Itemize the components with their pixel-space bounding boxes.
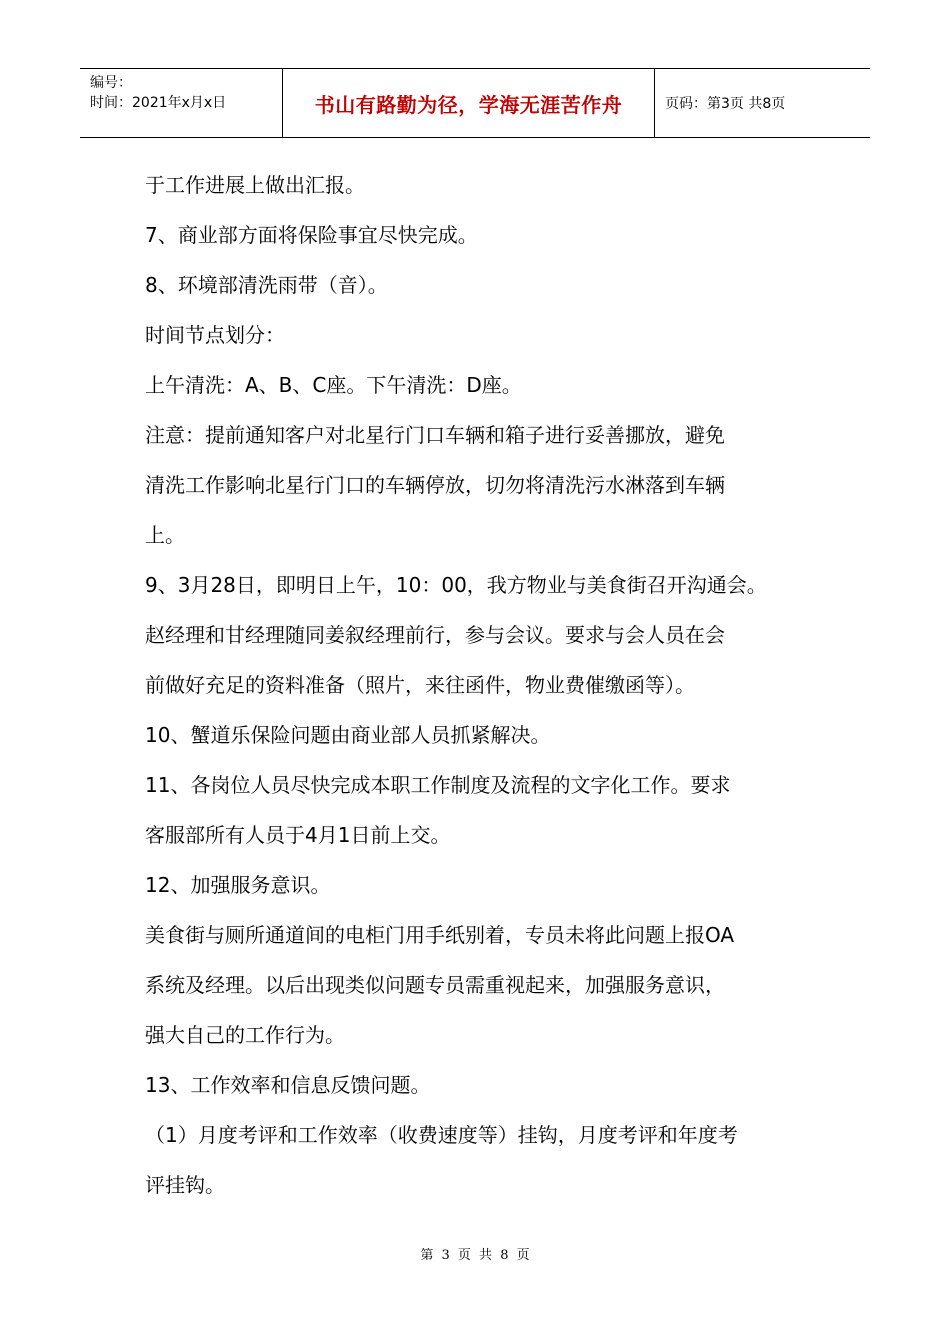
- document-header: [80, 68, 870, 138]
- body-line: 客服部所有人员于4月1日前上交。: [145, 823, 451, 847]
- body-line: 清洗工作影响北星行门口的车辆停放，切勿将清洗污水淋落到车辆: [145, 473, 725, 497]
- body-line: 10、蟹道乐保险问题由商业部人员抓紧解决。: [145, 723, 551, 747]
- body-line: 11、各岗位人员尽快完成本职工作制度及流程的文字化工作。要求: [145, 773, 731, 797]
- body-line: 赵经理和甘经理随同姜叙经理前行，参与会议。要求与会人员在会: [145, 623, 725, 647]
- page-footer: 第 3 页 共 8 页: [420, 1248, 530, 1263]
- time-label: 时间：2021年x月x日: [90, 95, 227, 111]
- body-line: 上午清洗：A、B、C座。下午清洗：D座。: [145, 373, 522, 397]
- body-line: 评挂钩。: [145, 1173, 225, 1197]
- header-page-info: 页码：第3页 共8页: [665, 96, 786, 112]
- body-line: 12、加强服务意识。: [145, 873, 331, 897]
- body-line: 7、商业部方面将保险事宜尽快完成。: [145, 223, 478, 247]
- document-body: [145, 160, 825, 1210]
- header-motto: 书山有路勤为径，学海无涯苦作舟: [283, 69, 655, 137]
- body-line: 系统及经理。以后出现类似问题专员需重视起来，加强服务意识，: [145, 973, 725, 997]
- body-line: 9、3月28日，即明日上午，10：00，我方物业与美食街召开沟通会。: [145, 573, 767, 597]
- body-line: 前做好充足的资料准备（照片，来往函件，物业费催缴函等）。: [145, 673, 695, 697]
- body-line: 8、环境部清洗雨带（音）。: [145, 273, 388, 297]
- header-meta: [80, 69, 283, 137]
- body-line: 上。: [145, 523, 185, 547]
- body-line: 强大自己的工作行为。: [145, 1023, 345, 1047]
- body-line: （1）月度考评和工作效率（收费速度等）挂钩，月度考评和年度考: [145, 1123, 738, 1147]
- number-label: 编号：: [90, 75, 132, 91]
- body-line: 13、工作效率和信息反馈问题。: [145, 1073, 431, 1097]
- body-line: 美食街与厕所通道间的电柜门用手纸别着，专员未将此问题上报OA: [145, 923, 735, 947]
- body-line: 时间节点划分：: [145, 323, 285, 347]
- body-line: 于工作进展上做出汇报。: [145, 173, 365, 197]
- body-line: 注意：提前通知客户对北星行门口车辆和箱子进行妥善挪放，避免: [145, 423, 725, 447]
